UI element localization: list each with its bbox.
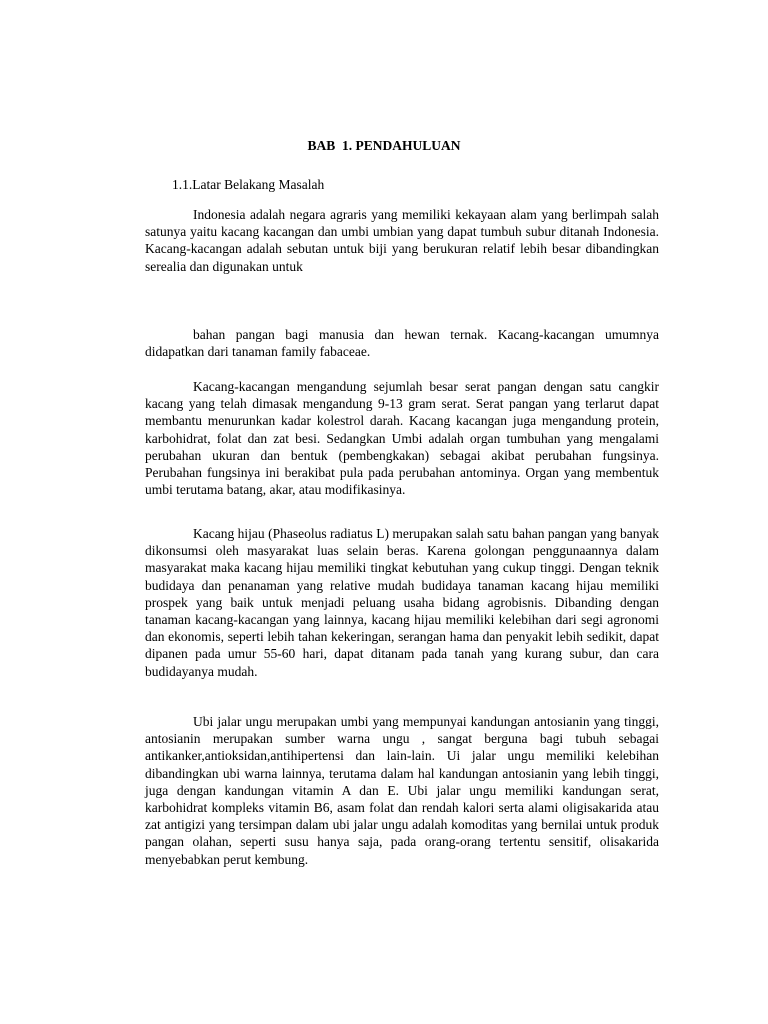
- paragraph-mung-bean: Kacang hijau (Phaseolus radiatus L) merupakan salah satu bahan pangan yang banyak dikonsumsi oleh masyarakat luas selain beras. Karena golongan penggunaannya dalam masyarakat maka kacang hijau memiliki tingkat kebutuhan yang cukup tinggi. Dengan teknik budidaya dan penanaman yang relative mudah budidaya tanaman kacang hijau memiliki prospek yang baik untuk menjadi peluang usaha bidang agrobisnis. Dibanding dengan tanaman kacang-kacangan yang lainnya, kacang hijau memiliki kelebihan dari segi agronomi dan ekonomis, seperti lebih tahan kekeringan, serangan hama dan penyakit lebih sedikit, dapat dipanen pada umur 55-60 hari, dapat ditanam pada tanah yang kurang subur, dan cara budidayanya mudah.: [145, 526, 659, 679]
- paragraph-intro-continued: bahan pangan bagi manusia dan hewan ternak. Kacang-kacangan umumnya didapatkan dari tanaman family fabaceae.: [145, 327, 659, 360]
- section-heading: 1.1.Latar Belakang Masalah: [172, 177, 325, 192]
- paragraph-legumes-tubers: Kacang-kacangan mengandung sejumlah besar serat pangan dengan satu cangkir kacang yang telah dimasak mengandung 9-13 gram serat. Serat pangan yang terlarut dapat membantu menurunkan kadar kolestrol darah. Kacang kacangan juga mengandung protein, karbohidrat, folat dan zat besi. Sedangkan Umbi adalah organ tumbuhan yang mengalami perubahan ukuran dan bentuk (pembengkakan) sebagai akibat perubahan fungsinya. Perubahan fungsinya ini berakibat pula pada perubahan antominya. Organ yang membentuk umbi terutama batang, akar, atau modifikasinya.: [145, 379, 659, 498]
- paragraph-intro: Indonesia adalah negara agraris yang memiliki kekayaan alam yang berlimpah salah satunya yaitu kacang kacangan dan umbi umbian yang dapat tumbuh subur ditanah Indonesia. Kacang-kacangan adalah sebutan untuk biji yang berukuran relatif lebih besar dibandingkan serealia dan digunakan untuk: [145, 207, 659, 274]
- chapter-title: BAB 1. PENDAHULUAN: [307, 138, 461, 153]
- paragraph-purple-sweet-potato: Ubi jalar ungu merupakan umbi yang mempunyai kandungan antosianin yang tinggi, antosianin merupakan sumber warna ungu , sangat berguna bagi tubuh sebagai antikanker,antioksidan,antihipertensi dan lain-lain. Ui jalar ungu memiliki kelebihan dibandingkan ubi warna lainnya, terutama dalam hal kandungan antosianin yang lebih tinggi, juga dengan kandungan vitamin A dan E. Ubi jalar ungu memiliki kandungan serat, karbohidrat kompleks vitamin B6, asam folat dan rendah kalori serta alami oligisakarida atau zat antigizi yang tersimpan dalam ubi jalar ungu adalah komoditas yang bernilai untuk produk pangan olahan, seperti susu hanya saja, pada orang-orang tertentu sensitif, olisakarida menyebabkan perut kembung.: [145, 714, 659, 867]
